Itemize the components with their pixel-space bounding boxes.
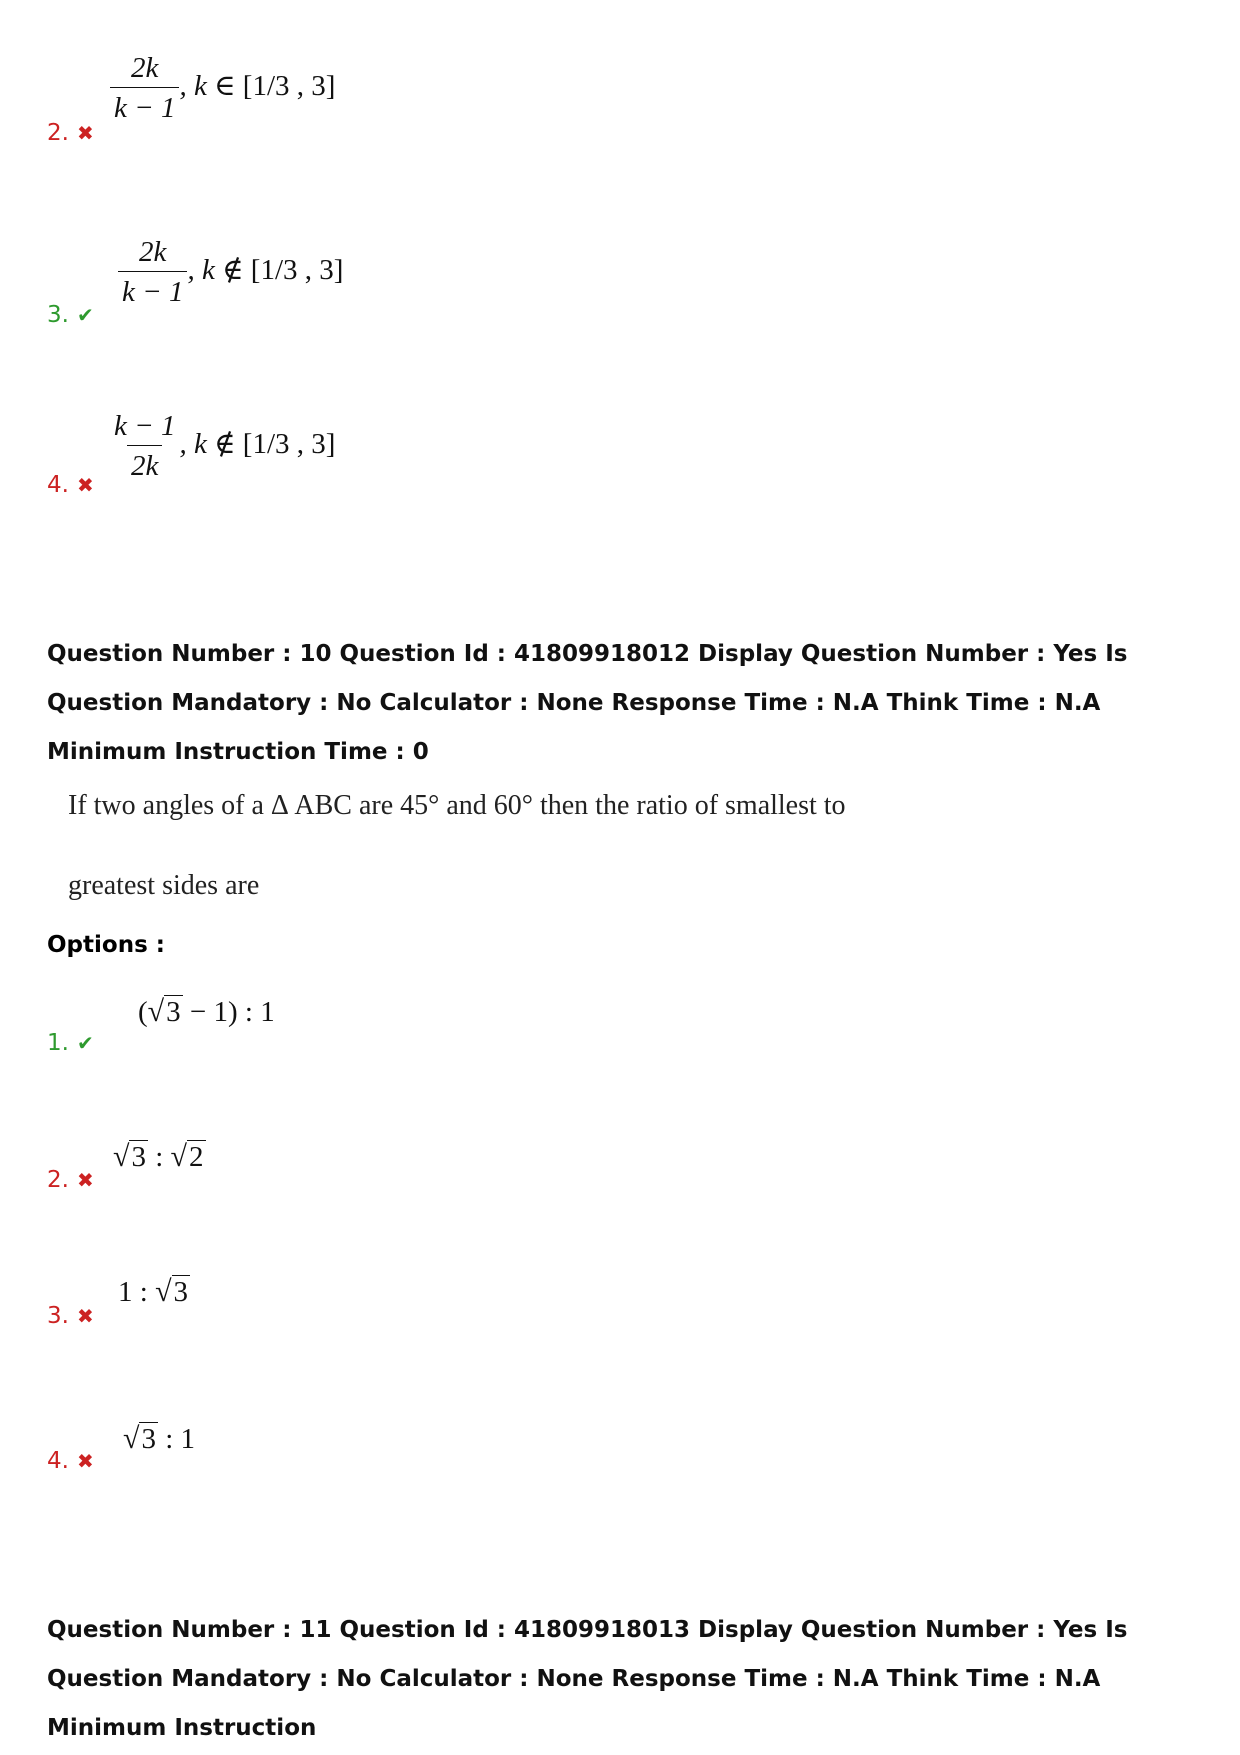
check-icon: ✔ [76, 303, 94, 327]
option-formula: $\frac{2k}{k - 1}$ , k ∉ [1/3 , 3] [118, 236, 343, 309]
cross-icon: ✖ [76, 1449, 94, 1473]
option-formula: $\frac{k - 1}{2k}$ , k ∉ [1/3 , 3] [114, 410, 336, 482]
cross-icon: ✖ [76, 121, 94, 145]
option-number: 1. [47, 1030, 69, 1056]
cross-icon: ✖ [76, 1168, 94, 1192]
option-formula: √3 : √2 [113, 1140, 204, 1173]
check-icon: ✔ [76, 1031, 94, 1055]
question-10-header: Question Number : 10 Question Id : 41809918012 Display Question Number : Yes Is Question Mandatory : No Calculator : None Response Time : N.A Think Time : N.A Minimum Instruction Time : 0 [47, 641, 1128, 765]
cross-icon: ✖ [76, 1304, 94, 1328]
option-formula: √3 : 1 [123, 1422, 196, 1455]
question-10-text-line1: If two angles of a Δ ABC are 45° and 60° then the ratio of smallest to [68, 790, 846, 821]
option-number: 2. [47, 120, 69, 146]
question-10-text-line2: greatest sides are [68, 870, 260, 901]
option-number: 4. [47, 472, 69, 498]
option-formula: 1 : √3 [118, 1275, 189, 1308]
option-number: 3. [47, 1303, 69, 1329]
question-11-header: Question Number : 11 Question Id : 41809918013 Display Question Number : Yes Is Question Mandatory : No Calculator : None Response Time : N.A Think Time : N.A Minimum Instruction [47, 1617, 1128, 1741]
cross-icon: ✖ [76, 473, 94, 497]
option-number: 2. [47, 1167, 69, 1193]
option-formula: (√3 − 1) : 1 [138, 995, 275, 1028]
option-number: 3. [47, 302, 69, 328]
options-label: Options : [47, 932, 165, 958]
option-number: 4. [47, 1448, 69, 1474]
option-formula: $\frac{2k}{k - 1}$ , k ∈ [1/3 , 3] [110, 52, 335, 125]
